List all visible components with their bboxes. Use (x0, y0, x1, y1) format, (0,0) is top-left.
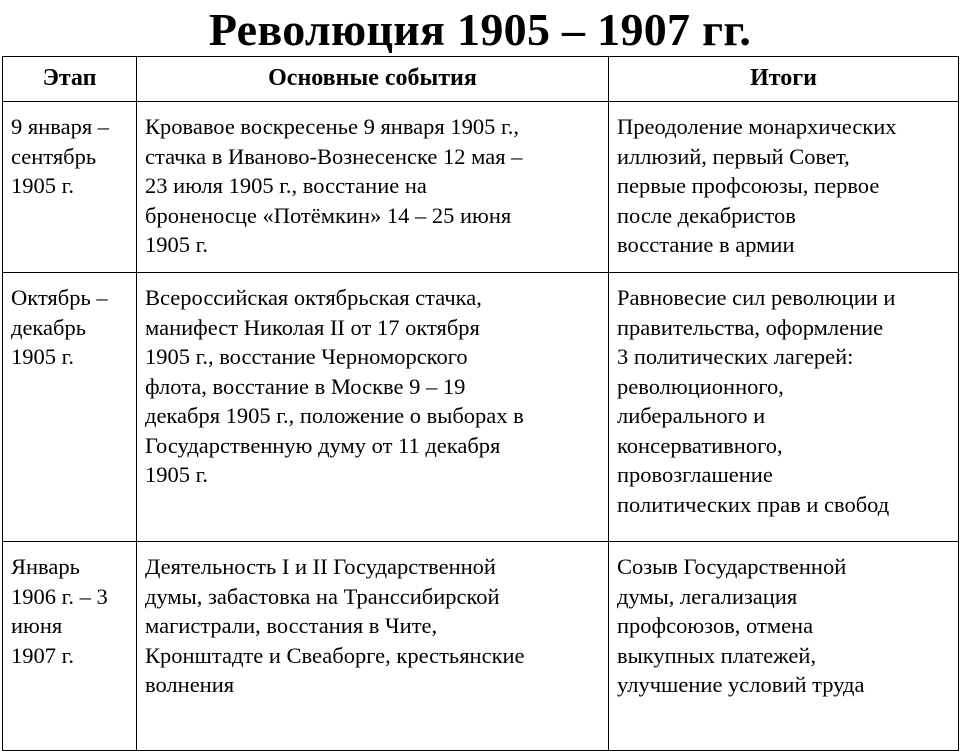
results-cell: Преодоление монархических иллюзий, первый Совет, первые профсоюзы, первое после декабристов восстание в армии (609, 102, 959, 273)
stage-cell: Январь 1906 г. – 3 июня 1907 г. (3, 542, 137, 751)
table-row (3, 273, 959, 542)
column-header-results: Итоги (609, 57, 959, 102)
results-cell: Созыв Государственной думы, легализация профсоюзов, отмена выкупных платежей, улучшение условий труда (609, 542, 959, 751)
table-row (3, 102, 959, 273)
events-cell: Кровавое воскресенье 9 января 1905 г., стачка в Иваново-Вознесенске 12 мая – 23 июля 1905 г., восстание на броненосце «Потёмкин» 14 – 25 июня 1905 г. (137, 102, 609, 273)
events-cell: Всероссийская октябрьская стачка, манифест Николая II от 17 октября 1905 г., восстание Черноморского флота, восстание в Москве 9 – 19 декабря 1905 г., положение о выборах в Государственную думу от 11 декабря 1905 г. (137, 273, 609, 542)
stage-cell: 9 января – сентябрь 1905 г. (3, 102, 137, 273)
results-cell: Равновесие сил революции и правительства, оформление 3 политических лагерей: революционного, либерального и консервативного, провозглашение политических прав и свобод (609, 273, 959, 542)
column-header-events: Основные события (137, 57, 609, 102)
table-header-row (3, 57, 959, 102)
history-table (2, 56, 959, 751)
page-title: Революция 1905 – 1907 гг. (208, 4, 752, 55)
events-cell: Деятельность I и II Государственной думы, забастовка на Транссибирской магистрали, восстания в Чите, Кронштадте и Свеаборге, крестьянские волнения (137, 542, 609, 751)
table-row (3, 542, 959, 751)
column-header-stage: Этап (3, 57, 137, 102)
stage-cell: Октябрь – декабрь 1905 г. (3, 273, 137, 542)
